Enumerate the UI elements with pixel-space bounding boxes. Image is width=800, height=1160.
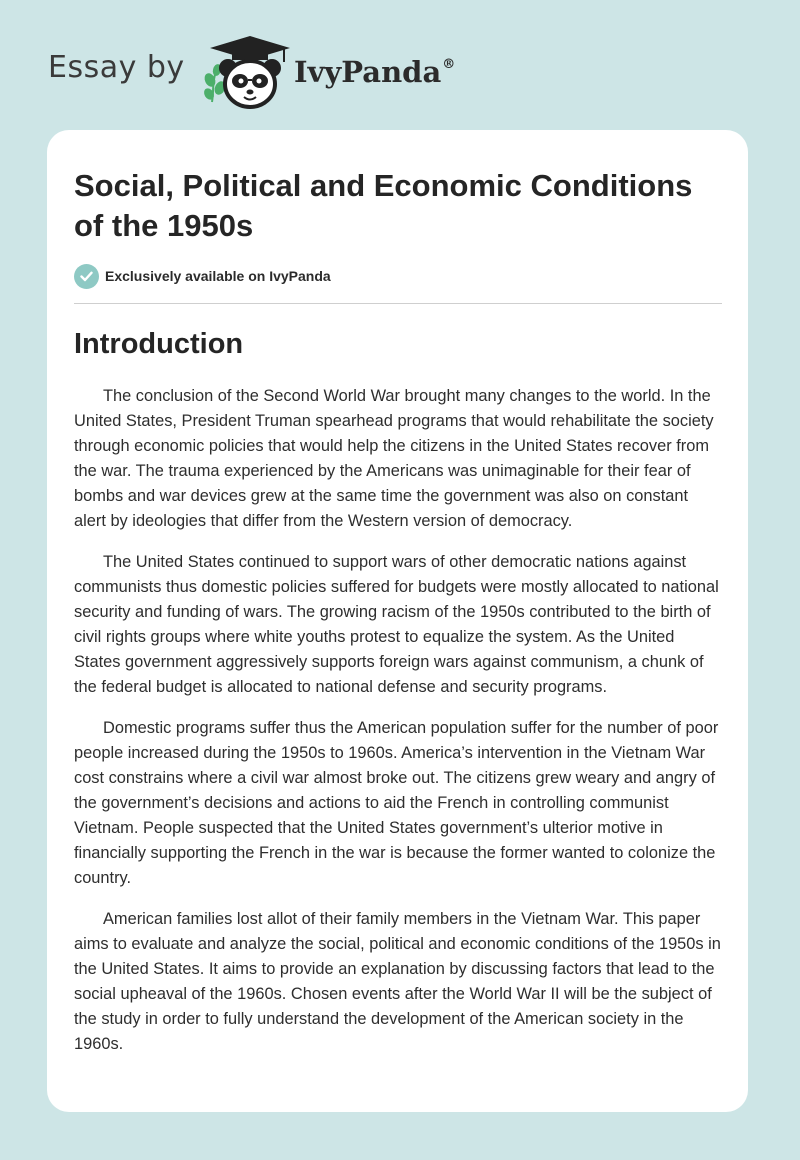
exclusive-badge [74, 263, 331, 289]
essay-card [47, 130, 748, 1112]
registered-mark: ® [442, 57, 456, 72]
exclusive-label: Exclusively available on IvyPanda [105, 268, 331, 284]
site-header [0, 0, 800, 130]
paragraph: The United States continued to support wars of other democratic nations against communists thus domestic policies suffered for budgets were mostly allocated to national security and funding of wars. The growing racism of the 1950s contributed to the birth of civil rights groups where white youths protest to equalize the system. As the United States government aggressively supports foreign wars against communism, a chunk of the federal budget is allocated to national defense and security programs. [74, 553, 719, 696]
essay-by-label: Essay by [48, 50, 185, 85]
section-heading-introduction: Introduction [74, 328, 244, 360]
page-title: Social, Political and Economic Conditions of the 1950s [74, 168, 693, 243]
check-icon [74, 264, 99, 289]
panda-graduate-logo-icon[interactable] [198, 32, 294, 112]
brand-wordmark[interactable] [294, 55, 455, 89]
paragraph: The conclusion of the Second World War brought many changes to the world. In the United States, President Truman spearhead programs that would rehabilitate the society through economic policies that would help the citizens in the United States recover from the war. The trauma experienced by the Americans was unimaginable for their fear of bombs and war devices grew at the same time the government was also on constant alert by ideologies that differ from the Western version of democracy. [74, 387, 714, 530]
essay-body [74, 384, 724, 1073]
paragraph: American families lost allot of their family members in the Vietnam War. This paper aims to evaluate and analyze the social, political and economic conditions of the 1950s in the United States. It aims to provide an explanation by discussing factors that lead to the social upheaval of the 1960s. Chosen events after the World War II will be the subject of the study in order to fully understand the development of the American society in the 1960s. [74, 910, 721, 1053]
divider [74, 303, 722, 304]
paragraph: Domestic programs suffer thus the American population suffer for the number of poor people increased during the 1950s to 1960s. America’s intervention in the Vietnam War cost constrains where a civil war almost broke out. The citizens grew weary and angry of the government’s decisions and actions to aid the French in controlling communist Vietnam. People suspected that the United States government’s ulterior motive in financially supporting the French in the war is because the former wanted to colonize the country. [74, 719, 719, 887]
brand-name: IvyPanda [294, 55, 442, 89]
